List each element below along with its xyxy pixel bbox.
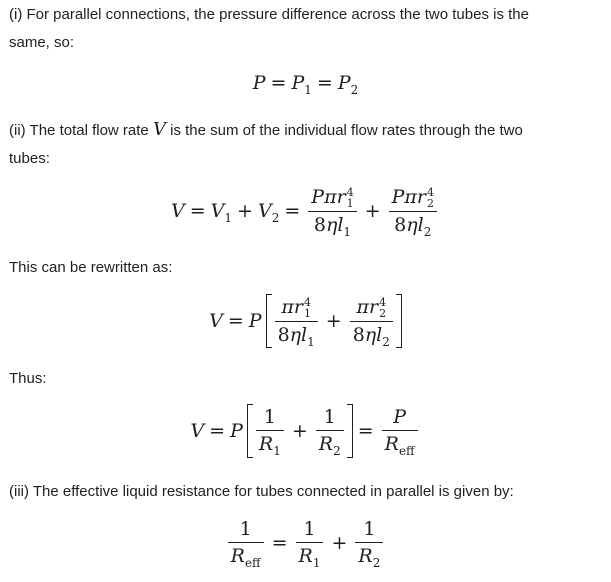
rewrite-paragraph — [9, 254, 599, 282]
step-i-line2: same, so: — [9, 34, 75, 51]
eq5-equals: = — [271, 532, 288, 554]
eq1-equals-1: = — [270, 72, 287, 94]
eq4-V: V — [190, 420, 205, 442]
step-ii-text-after: is the sum of the individual flow rates through the two — [165, 122, 523, 139]
eq5-fraction-1: $\frac{1}{R_1}$ — [296, 519, 324, 567]
eq3-equals: = — [227, 310, 244, 332]
eq1-P2: $P_2$ — [337, 72, 359, 97]
eq3-fraction-2: πr 4 2 $8\eta l_2$ — [350, 297, 393, 346]
eq2-fraction-2: Pπr 4 2 $8\eta l_2$ — [389, 187, 437, 236]
step-ii-var-V: V — [152, 119, 166, 140]
eq5-fraction-eff: $\frac{1}{R_{eff}}$ — [228, 519, 264, 567]
eq4-bracket-group — [247, 406, 353, 458]
eq3-P: P — [248, 310, 262, 332]
eq1-P: P — [252, 72, 266, 94]
equation-pressure-equal — [0, 68, 611, 98]
eq2-fraction-1: Pπr 4 1 $8\eta l_1$ — [308, 187, 356, 236]
eq2-equals-1: = — [189, 200, 206, 222]
eq5-plus: + — [331, 532, 348, 554]
eq1-equals-2: = — [316, 72, 333, 94]
eq4-fraction-3: $\frac{P}{R_{eff}}$ — [382, 407, 418, 455]
equation-rewritten-flow — [0, 292, 611, 350]
eq2-plus-2: + — [364, 200, 381, 222]
eq4-plus: + — [291, 420, 308, 442]
eq5-fraction-2: $\frac{1}{R_2}$ — [355, 519, 383, 567]
eq3-plus: + — [325, 309, 342, 332]
thus-paragraph — [9, 365, 599, 393]
thus-text: Thus: — [9, 370, 47, 387]
step-i-line1: (i) For parallel connections, the pressure difference across the two tubes is the — [9, 6, 529, 23]
eq4-fraction-2: $\frac{1}{R_2}$ — [316, 407, 344, 455]
eq4-equals-1: = — [209, 420, 226, 442]
eq2-V1: $V_1$ — [210, 200, 233, 225]
rewrite-text: This can be rewritten as: — [9, 259, 173, 276]
eq4-fraction-1: $\frac{1}{R_1}$ — [256, 407, 284, 455]
eq3-fraction-1: πr 4 1 $8\eta l_1$ — [275, 297, 318, 346]
eq2-V: V — [171, 200, 185, 222]
eq3-bracket-group — [266, 295, 402, 349]
eq2-plus-1: + — [237, 200, 253, 222]
eq4-equals-2: = — [357, 420, 374, 442]
eq1-P1: $P_1$ — [291, 72, 312, 97]
equation-total-flow — [0, 182, 611, 240]
eq3-V: V — [209, 310, 223, 332]
eq4-P: P — [230, 420, 243, 442]
step-ii-line2: tubes: — [9, 150, 50, 167]
eq2-V2: $V_2$ — [257, 200, 280, 225]
step-iii-paragraph — [9, 478, 599, 506]
step-iii-text: (iii) The effective liquid resistance for tubes connected in parallel is given by: — [9, 483, 514, 500]
step-ii-text-before: (ii) The total flow rate — [9, 122, 153, 139]
eq2-equals-2: = — [284, 200, 301, 222]
step-ii-paragraph — [9, 116, 599, 173]
step-i-paragraph — [9, 1, 599, 57]
equation-effective-resistance — [0, 515, 611, 571]
equation-resistance-form — [0, 403, 611, 459]
